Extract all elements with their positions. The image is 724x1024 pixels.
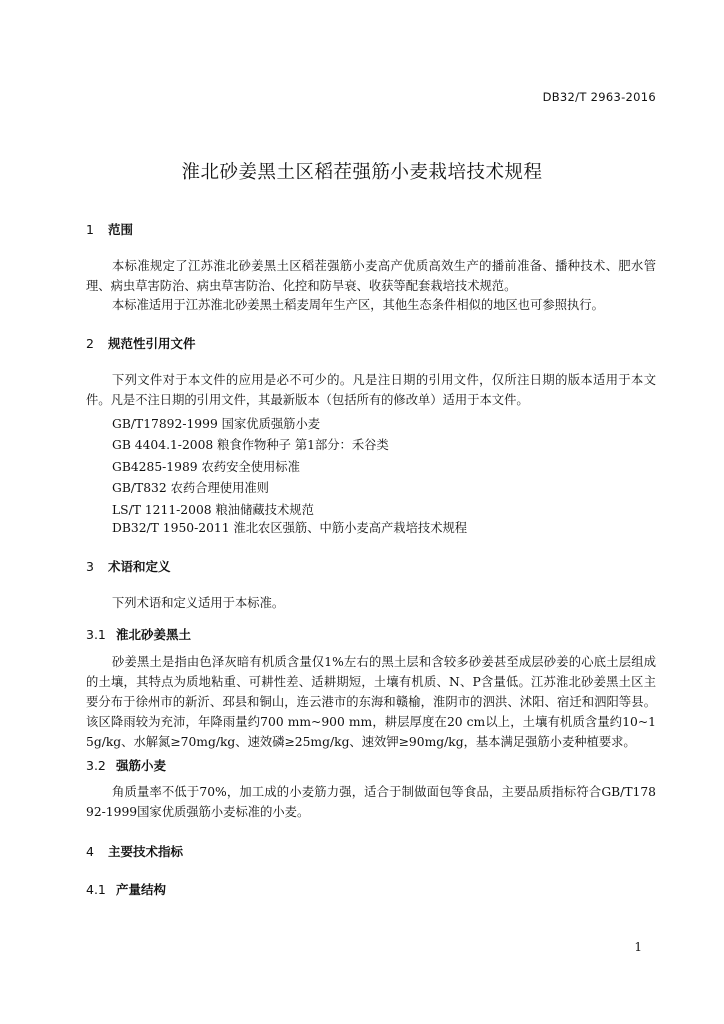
section-title: 术语和定义: [108, 559, 171, 574]
section-heading-2: [86, 334, 196, 352]
section-title: 规范性引用文件: [108, 336, 196, 351]
subsection-heading-4-1: [86, 880, 166, 898]
subsection-number: 3.1: [86, 627, 106, 642]
subsection-heading-3-1: [86, 625, 191, 643]
reference-item: LS/T 1211-2008 粮油储藏技术规范: [112, 503, 314, 517]
paragraph-normative-refs: 下列文件对于本文件的应用是必不可少的。凡是注日期的引用文件，仅所注日期的版本适用于本文件。凡是不注日期的引用文件，其最新版本（包括所有的修改单）适用于本文件。: [86, 373, 656, 407]
section-number: 3: [86, 559, 94, 574]
standard-number: DB32/T 2963-2016: [542, 90, 656, 104]
section-title: 范围: [108, 222, 134, 237]
subsection-heading-3-2: [86, 756, 166, 774]
section-heading-3: [86, 557, 171, 575]
reference-item: GB4285-1989 农药安全使用标准: [112, 460, 300, 474]
subsection-title: 淮北砂姜黑土: [116, 627, 192, 642]
paragraph-scope-1: 本标准规定了江苏淮北砂姜黑土区稻茬强筋小麦高产优质高效生产的播前准备、播种技术、肥水管理、病虫草害防治、病虫草害防治、化控和防旱衰、收获等配套栽培技术规范。: [86, 259, 656, 293]
reference-item: GB 4404.1-2008 粮食作物种子 第1部分：禾谷类: [112, 438, 389, 452]
reference-item: GB/T17892-1999 国家优质强筋小麦: [112, 417, 321, 431]
section-number: 1: [86, 222, 94, 237]
section-heading-1: [86, 220, 133, 238]
section-title: 主要技术指标: [108, 844, 184, 859]
subsection-title: 强筋小麦: [116, 758, 167, 773]
subsection-title: 产量结构: [116, 882, 167, 897]
paragraph-strong-gluten-wheat: 角质量率不低于70%，加工成的小麦筋力强，适合于制做面包等食品，主要品质指标符合GB/T17892-1999国家优质强筋小麦标准的小麦。: [86, 785, 656, 819]
section-number: 2: [86, 336, 94, 351]
paragraph-scope-2: 本标准适用于江苏淮北砂姜黑土稻麦周年生产区，其他生态条件相似的地区也可参照执行。: [112, 298, 604, 312]
subsection-number: 3.2: [86, 758, 106, 773]
paragraph-terms: 下列术语和定义适用于本标准。: [112, 596, 285, 610]
page-number: 1: [634, 940, 642, 954]
paragraph-lime-concretion-black-soil: 砂姜黑土是指由色泽灰暗有机质含量仅1%左右的黑土层和含较多砂姜甚至成层砂姜的心底土层组成的土壤，其特点为质地粘重、可耕性差、适耕期短，土壤有机质、N、P含量低。江苏淮北砂姜黑土区主要分布于徐州市的新沂、邳县和铜山，连云港市的东海和赣榆，淮阴市的泗洪、沭阳、宿迁和泗阳等县。该区降雨较为充沛，年降雨量约700 mm~900 mm，耕层厚度在20 cm以上，土壤有机质含量约10~15g/kg、水解氮≥70mg/kg、速效磷≥25mg/kg、速效钾≥90mg/kg，基本满足强筋小麦种植要求。: [86, 655, 656, 749]
section-heading-4: [86, 842, 183, 860]
reference-item: DB32/T 1950-2011 淮北农区强筋、中筋小麦高产栽培技术规程: [112, 521, 468, 535]
subsection-number: 4.1: [86, 882, 106, 897]
reference-item: GB/T832 农药合理使用准则: [112, 481, 269, 495]
section-number: 4: [86, 844, 94, 859]
document-title: 淮北砂姜黑土区稻茬强筋小麦栽培技术规程: [181, 162, 543, 183]
